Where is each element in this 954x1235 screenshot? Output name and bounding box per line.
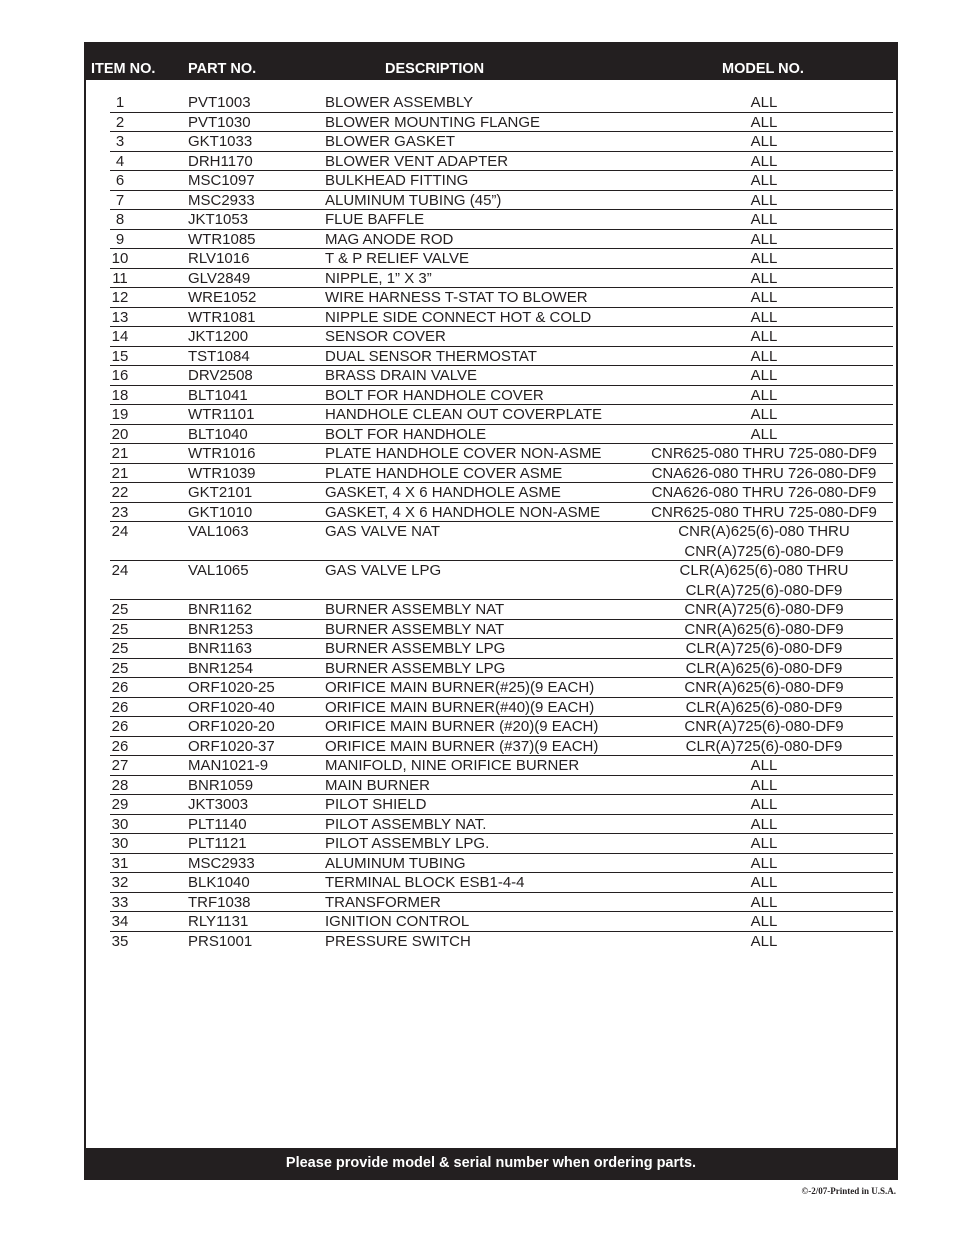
model-number: ALL: [750, 893, 778, 911]
model-number: CLR(A)725(6)-080-DF9: [685, 737, 843, 755]
model-number: ALL: [750, 854, 778, 872]
part-number: WTR1039: [188, 464, 256, 482]
part-description: BURNER ASSEMBLY LPG: [325, 659, 506, 677]
model-number: CNR625-080 THRU 725-080-DF9: [651, 503, 877, 521]
item-number: 22: [111, 484, 129, 501]
item-number: 30: [111, 835, 129, 852]
table-row: [86, 600, 896, 620]
table-row: [86, 737, 896, 757]
model-number: ALL: [750, 386, 778, 404]
item-number: 8: [115, 211, 125, 228]
model-number: ALL: [750, 835, 778, 852]
part-number: VAL1065: [188, 562, 249, 579]
table-row: [86, 171, 896, 191]
part-description: MAIN BURNER: [325, 776, 431, 794]
part-description: HANDHOLE CLEAN OUT COVERPLATE: [325, 406, 603, 423]
part-description: ORIFICE MAIN BURNER(#40)(9 EACH): [325, 698, 595, 716]
table-row: [86, 893, 896, 913]
item-number: 32: [111, 874, 129, 891]
model-number: ALL: [750, 152, 778, 170]
parts-table-body: [86, 93, 896, 951]
part-description: GAS VALVE LPG: [325, 562, 442, 579]
table-row: [86, 561, 896, 600]
table-row: [86, 776, 896, 796]
table-row: [86, 639, 896, 659]
part-number: GLV2849: [188, 269, 251, 287]
part-description: BLOWER GASKET: [325, 133, 456, 150]
part-description: BURNER ASSEMBLY NAT: [325, 601, 505, 618]
model-number: CNA626-080 THRU 726-080-DF9: [651, 484, 877, 501]
item-number: 1: [115, 94, 125, 111]
table-row: [86, 113, 896, 133]
part-number: BLT1041: [188, 386, 248, 404]
model-number: ALL: [750, 425, 778, 443]
part-number: ORF1020-20: [188, 718, 275, 735]
part-description: SENSOR COVER: [325, 328, 446, 345]
part-number: GKT1010: [188, 503, 253, 521]
table-row: [86, 210, 896, 230]
model-number: ALL: [750, 133, 778, 150]
part-number: MSC2933: [188, 854, 255, 872]
part-description: BURNER ASSEMBLY LPG: [325, 640, 506, 657]
item-number: 27: [111, 757, 129, 774]
part-number: JKT1053: [188, 211, 249, 228]
parts-list-frame: [84, 42, 898, 1180]
item-number: 2: [115, 113, 125, 131]
item-number: 13: [111, 308, 129, 326]
item-number: 26: [111, 698, 129, 716]
table-row: [86, 93, 896, 113]
item-number: 7: [115, 191, 125, 209]
part-description: PLATE HANDHOLE COVER NON-ASME: [325, 445, 602, 462]
table-row: [86, 912, 896, 932]
model-number: CNR(A)725(6)-080-DF9: [684, 718, 844, 735]
item-number: 23: [111, 503, 129, 521]
part-description: MANIFOLD, NINE ORIFICE BURNER: [325, 757, 580, 774]
part-description: NIPPLE SIDE CONNECT HOT & COLD: [325, 308, 592, 326]
part-description: NIPPLE, 1” X 3”: [325, 269, 432, 287]
part-number: DRH1170: [188, 152, 253, 170]
part-number: PVT1030: [188, 113, 251, 131]
ordering-notice: Please provide model & serial number when ordering parts.: [86, 1148, 896, 1178]
model-number: ALL: [750, 269, 778, 287]
item-number: 29: [111, 796, 129, 813]
part-number: RLV1016: [188, 250, 250, 267]
item-number: 30: [111, 815, 129, 833]
part-number: BNR1254: [188, 659, 254, 677]
item-number: 35: [111, 932, 129, 950]
part-description: BOLT FOR HANDHOLE COVER: [325, 386, 544, 404]
part-description: BURNER ASSEMBLY NAT: [325, 620, 505, 638]
part-number: PVT1003: [188, 94, 251, 111]
part-description: WIRE HARNESS T-STAT TO BLOWER: [325, 289, 588, 306]
model-number: ALL: [750, 211, 778, 228]
part-description: ORIFICE MAIN BURNER (#37)(9 EACH): [325, 737, 599, 755]
part-description: ALUMINUM TUBING (45”): [325, 191, 502, 209]
part-description: MAG ANODE ROD: [325, 230, 454, 248]
part-description: BULKHEAD FITTING: [325, 172, 469, 189]
item-number: 3: [115, 133, 125, 150]
part-description: BLOWER VENT ADAPTER: [325, 152, 509, 170]
item-number: 33: [111, 893, 129, 911]
table-row: [86, 347, 896, 367]
model-number: ALL: [750, 932, 778, 950]
table-row: [86, 932, 896, 952]
table-row: [86, 717, 896, 737]
part-number: MSC2933: [188, 191, 255, 209]
item-number: 31: [111, 854, 129, 872]
part-number: ORF1020-37: [188, 737, 275, 755]
table-row: [86, 230, 896, 250]
part-number: RLY1131: [188, 913, 249, 930]
model-number: ALL: [750, 347, 778, 365]
model-number: CNR(A)625(6)-080-DF9: [684, 679, 844, 696]
model-number: CLR(A)625(6)-080-DF9: [685, 698, 843, 716]
part-number: WTR1016: [188, 445, 256, 462]
part-description: BLOWER ASSEMBLY: [325, 94, 474, 111]
item-number: 6: [115, 172, 125, 189]
model-number: ALL: [750, 757, 778, 774]
item-number: 18: [111, 386, 129, 404]
model-number: CLR(A)625(6)-080 THRU CLR(A)725(6)-080-DF9: [679, 562, 849, 599]
model-number: CNR625-080 THRU 725-080-DF9: [651, 445, 877, 462]
model-number: ALL: [750, 874, 778, 891]
item-number: 15: [111, 347, 129, 365]
part-description: PRESSURE SWITCH: [325, 932, 471, 950]
header-item-no: ITEM NO.: [91, 61, 156, 77]
table-row: [86, 132, 896, 152]
item-number: 25: [111, 659, 129, 677]
model-number: ALL: [750, 250, 778, 267]
print-note: ©-2/07-Printed in U.S.A.: [801, 1186, 896, 1196]
part-number: GKT1033: [188, 133, 253, 150]
model-number: CNA626-080 THRU 726-080-DF9: [651, 464, 877, 482]
model-number: ALL: [750, 230, 778, 248]
part-number: BLT1040: [188, 425, 248, 443]
model-number: ALL: [750, 815, 778, 833]
model-number: ALL: [750, 776, 778, 794]
part-description: ORIFICE MAIN BURNER (#20)(9 EACH): [325, 718, 599, 735]
part-description: TERMINAL BLOCK ESB1-4-4: [325, 874, 525, 891]
part-description: PLATE HANDHOLE COVER ASME: [325, 464, 563, 482]
item-number: 25: [111, 601, 129, 618]
table-row: [86, 522, 896, 561]
part-description: PILOT ASSEMBLY NAT.: [325, 815, 487, 833]
part-number: MAN1021-9: [188, 757, 269, 774]
part-number: GKT2101: [188, 484, 253, 501]
model-number: ALL: [750, 328, 778, 345]
part-number: WRE1052: [188, 289, 257, 306]
model-number: ALL: [750, 796, 778, 813]
item-number: 14: [111, 328, 129, 345]
item-number: 20: [111, 425, 129, 443]
model-number: ALL: [750, 308, 778, 326]
table-row: [86, 327, 896, 347]
table-row: [86, 834, 896, 854]
part-description: BOLT FOR HANDHOLE: [325, 425, 487, 443]
model-number: ALL: [750, 172, 778, 189]
part-number: VAL1063: [188, 523, 249, 540]
item-number: 26: [111, 679, 129, 696]
item-number: 28: [111, 776, 129, 794]
model-number: ALL: [750, 289, 778, 306]
part-number: JKT1200: [188, 328, 249, 345]
model-number: CLR(A)625(6)-080-DF9: [685, 659, 843, 677]
table-row: [86, 152, 896, 172]
table-row: [86, 425, 896, 445]
header-description: DESCRIPTION: [385, 61, 485, 77]
item-number: 10: [111, 250, 129, 267]
part-number: WTR1081: [188, 308, 256, 326]
part-number: WTR1101: [188, 406, 255, 423]
part-description: DUAL SENSOR THERMOSTAT: [325, 347, 537, 365]
item-number: 16: [111, 367, 129, 384]
table-row: [86, 483, 896, 503]
table-row: [86, 464, 896, 484]
part-description: PILOT SHIELD: [325, 796, 427, 813]
model-number: ALL: [750, 191, 778, 209]
part-number: BNR1162: [188, 601, 252, 618]
item-number: 26: [111, 718, 129, 735]
item-number: 9: [115, 230, 125, 248]
item-number: 25: [111, 620, 129, 638]
table-row: [86, 756, 896, 776]
model-number: ALL: [750, 913, 778, 930]
model-number: ALL: [750, 367, 778, 384]
table-header: [86, 44, 896, 80]
model-number: CNR(A)625(6)-080-DF9: [684, 620, 844, 638]
part-description: BLOWER MOUNTING FLANGE: [325, 113, 541, 131]
table-row: [86, 191, 896, 211]
part-description: GASKET, 4 X 6 HANDHOLE NON-ASME: [325, 503, 601, 521]
item-number: 12: [111, 289, 129, 306]
item-number: 21: [111, 445, 129, 462]
part-number: BNR1163: [188, 640, 252, 657]
part-description: T & P RELIEF VALVE: [325, 250, 469, 267]
part-number: DRV2508: [188, 367, 253, 384]
part-number: MSC1097: [188, 172, 255, 189]
table-row: [86, 854, 896, 874]
part-description: PILOT ASSEMBLY LPG.: [325, 835, 490, 852]
table-row: [86, 503, 896, 523]
table-row: [86, 269, 896, 289]
table-row: [86, 405, 896, 425]
table-row: [86, 288, 896, 308]
header-part-no: PART NO.: [188, 61, 257, 77]
part-description: BRASS DRAIN VALVE: [325, 367, 477, 384]
part-number: PRS1001: [188, 932, 253, 950]
model-number: ALL: [750, 113, 778, 131]
item-number: 4: [115, 152, 125, 170]
model-number: ALL: [750, 94, 778, 111]
table-row: [86, 620, 896, 640]
item-number: 24: [111, 562, 129, 579]
part-number: ORF1020-25: [188, 679, 275, 696]
part-description: GAS VALVE NAT: [325, 523, 441, 540]
part-description: GASKET, 4 X 6 HANDHOLE ASME: [325, 484, 561, 501]
part-description: ALUMINUM TUBING: [325, 854, 466, 872]
table-row: [86, 366, 896, 386]
item-number: 34: [111, 913, 129, 930]
part-number: PLT1140: [188, 815, 247, 833]
table-row: [86, 698, 896, 718]
table-row: [86, 795, 896, 815]
part-number: WTR1085: [188, 230, 256, 248]
table-row: [86, 873, 896, 893]
table-row: [86, 444, 896, 464]
part-description: IGNITION CONTROL: [325, 913, 470, 930]
part-number: ORF1020-40: [188, 698, 275, 716]
item-number: 11: [112, 269, 128, 287]
table-row: [86, 386, 896, 406]
part-number: TST1084: [188, 347, 250, 365]
part-description: ORIFICE MAIN BURNER(#25)(9 EACH): [325, 679, 595, 696]
part-description: TRANSFORMER: [325, 893, 441, 911]
item-number: 24: [111, 523, 129, 540]
model-number: CNR(A)725(6)-080-DF9: [684, 601, 844, 618]
part-number: BNR1059: [188, 776, 254, 794]
item-number: 19: [111, 406, 129, 423]
part-number: JKT3003: [188, 796, 249, 813]
part-number: PLT1121: [188, 835, 247, 852]
model-number: CNR(A)625(6)-080 THRU CNR(A)725(6)-080-DF9: [678, 523, 850, 560]
table-row: [86, 308, 896, 328]
header-model-no: MODEL NO.: [722, 61, 804, 77]
item-number: 21: [111, 464, 129, 482]
table-row: [86, 815, 896, 835]
item-number: 25: [111, 640, 129, 657]
part-number: BLK1040: [188, 874, 250, 891]
model-number: ALL: [750, 406, 778, 423]
table-row: [86, 678, 896, 698]
part-description: FLUE BAFFLE: [325, 211, 425, 228]
table-row: [86, 659, 896, 679]
table-row: [86, 249, 896, 269]
part-number: BNR1253: [188, 620, 254, 638]
model-number: CLR(A)725(6)-080-DF9: [685, 640, 843, 657]
item-number: 26: [111, 737, 129, 755]
part-number: TRF1038: [188, 893, 251, 911]
